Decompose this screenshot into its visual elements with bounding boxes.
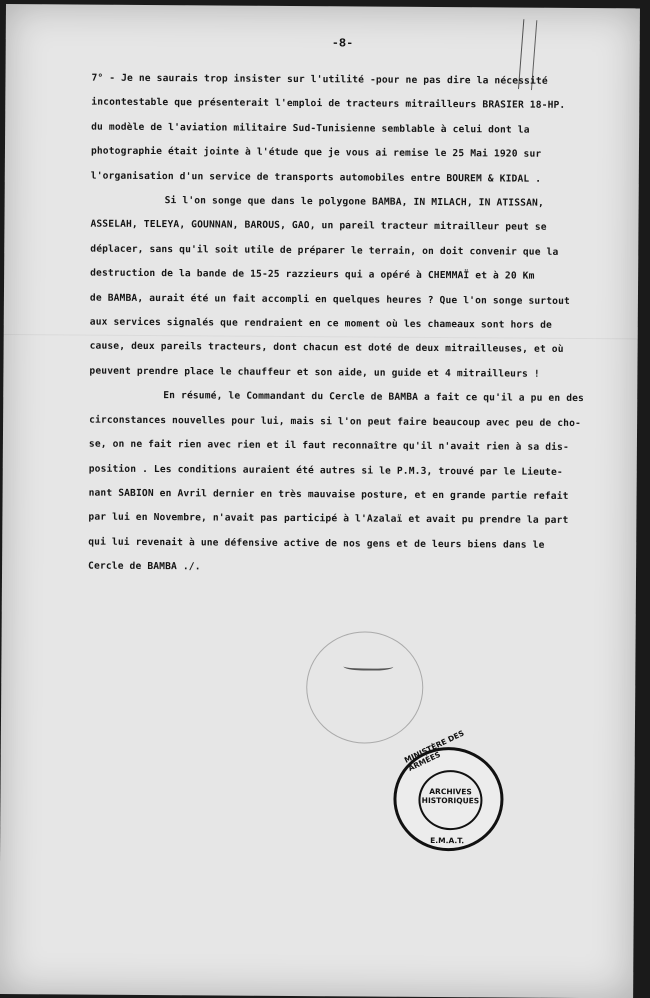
text-line: photographie était jointe à l'étude que je vous ai remise le 25 Mai 1920 sur — [90, 145, 542, 160]
archive-stamp — [393, 728, 504, 852]
signature-scrawl — [343, 660, 393, 670]
text-line: aux services signalés que rendraient en ce moment où les chameaux sont hors de — [89, 316, 553, 331]
text-line: nant SABION en Avril dernier en très mauvaise posture, et en grande partie refait — [88, 487, 569, 502]
text-line: qui lui revenait à une défensive active de nos gens et de leurs biens dans le — [88, 536, 545, 551]
text-line: En résumé, le Commandant du Cercle de BAMBA a fait ce qu'il a pu en des — [163, 390, 585, 405]
stamp-ring-top: MINISTÈRE DES ARMÉES — [402, 728, 466, 773]
stamp-center — [418, 770, 482, 830]
text-line: position . Les conditions auraient été autres si le P.M.3, trouvé par le Lieute- — [88, 463, 563, 478]
paragraph — [89, 189, 638, 388]
text-line: de BAMBA, aurait été un fait accompli en quelques heures ? Que l'on songe surtout — [89, 292, 570, 307]
text-line: cause, deux pareils tracteurs, dont chacun est doté de deux mitrailleuses, et où — [89, 341, 564, 356]
document-page — [0, 4, 640, 998]
text-line: ASSELAH, TELEYA, GOUNNAN, BAROUS, GAO, un pareil tracteur mitrailleur peut se — [90, 219, 547, 234]
signature-seal — [306, 631, 424, 744]
text-line: 7° - Je ne saurais trop insister sur l'utilité -pour ne pas dire la nécessité — [91, 72, 548, 87]
page-number: -8- — [331, 36, 354, 51]
stamp-center-line1: ARCHIVES — [429, 786, 472, 797]
text-line: du modèle de l'aviation militaire Sud-Tunisienne semblable à celui dont la — [91, 121, 530, 136]
text-line: circonstances nouvelles pour lui, mais si l'on peut faire beaucoup avec peu de cho- — [89, 414, 581, 429]
text-line: par lui en Novembre, n'avait pas participé à l'Azalaï et avait pu prendre la part — [88, 511, 569, 527]
text-line: Cercle de BAMBA ./. — [88, 560, 201, 573]
typed-text-body — [88, 67, 640, 583]
stamp-ring-bottom: E.M.A.T. — [430, 835, 465, 846]
text-line: incontestable que présenterait l'emploi de tracteurs mitrailleurs BRASIER 18-HP. — [91, 97, 566, 112]
paragraph — [91, 67, 640, 193]
text-line: peuvent prendre place le chauffeur et son aide, un guide et 4 mitrailleurs ! — [89, 365, 540, 380]
paragraph — [88, 384, 637, 583]
text-line: l'organisation d'un service de transports automobiles entre BOUREM & KIDAL . — [90, 170, 542, 185]
text-line: se, on ne fait rien avec rien et il faut reconnaître qu'il n'avait rien à sa dis- — [88, 438, 569, 454]
stamp-center-line2: HISTORIQUES — [421, 795, 480, 806]
text-line: destruction de la bande de 15-25 razzieurs qui a opéré à CHEMMAÏ et à 20 Km — [90, 267, 535, 282]
text-line: Si l'on songe que dans le polygone BAMBA, IN MILACH, IN ATISSAN, — [164, 195, 544, 209]
text-line: déplacer, sans qu'il soit utile de préparer le terrain, on doit convenir que la — [90, 243, 559, 258]
